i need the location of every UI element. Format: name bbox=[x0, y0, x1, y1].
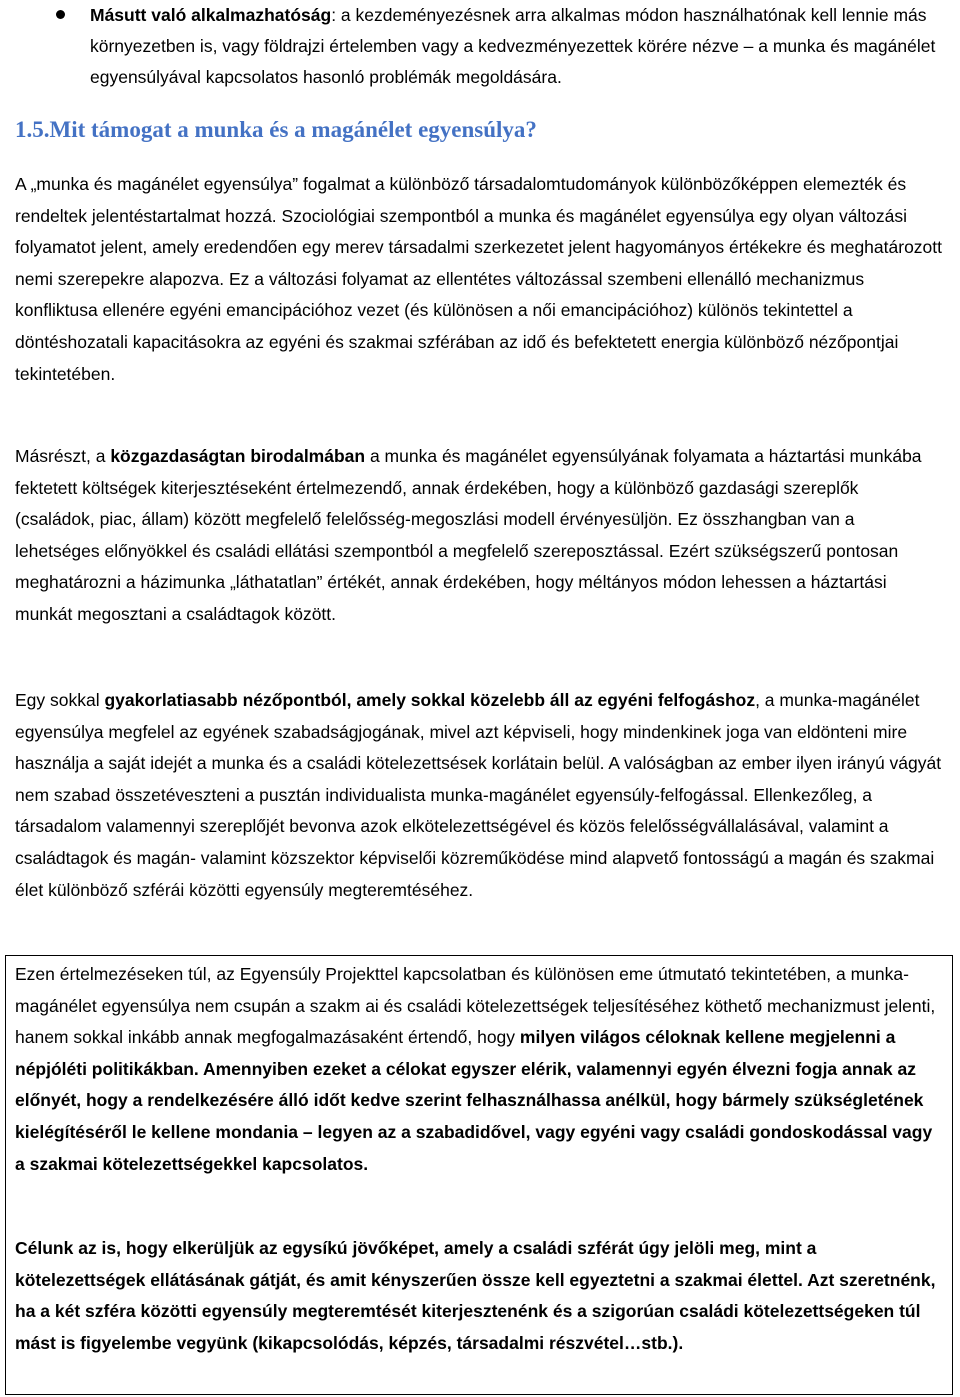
bullet-lead: Másutt való alkalmazhatóság bbox=[90, 5, 332, 25]
box-paragraph-2: Célunk az is, hogy elkerüljük az egysíkú jövőképet, amely a családi szférát úgy jelöli meg, mint a kötelezettségek ellátásának gátját, és amit kényszerűen össze kell egyeztetni a szakmai élettel. Azt szeretnénk, ha a két szféra közötti egyensúly megteremtését kiterjesztenénk és a szigorúan családi kötelezettségeken túl mást is figyelembe vegyünk (kikapcsolódás, képzés, társadalmi részvétel…stb.). bbox=[15, 1238, 936, 1353]
paragraph-practical bbox=[15, 685, 943, 906]
paragraph-sociology: A „munka és magánélet egyensúlya” fogalmat a különböző társadalomtudományok különbözőképpen elemezték és rendeltek jelentéstartalmat hozzá. Szociológiai szempontból a munka és magánélet egyensúlya egy olyan változási folyamatot jelent, amely eredendően egy merev társadalmi szerkezetet jelent hagyományos értékekre és meghatározott nemi szerepekre alapozva. Ez a változási folyamat az ellentétes változással szembeni ellenálló mechanizmus konfliktusa ellenére egyéni emancipációhoz vezet (és különösen a női emancipációhoz) különös tekintettel a döntéshozatali kapacitásokra az egyéni és szakmai szférában az idő és befektetett energia különböző nézőpontjai tekintetében. bbox=[15, 174, 943, 384]
bullet-dot-icon bbox=[56, 10, 65, 19]
paragraph-economics-body: a munka és magánélet egyensúlyának folyamata a háztartási munkába fektetett költségek kiterjesztéseként értelmezendő, annak érdekében, hogy a különböző gazdasági szereplők (családok, piac, állam) között megfelelő felelősség-megoszlási modell érvényesüljön. Ez összhangban van a lehetséges előnyökkel és családi ellátási szempontból a megfelelő szereposztással. Ezért szükségszerű pontosan meghatározni a házimunka „láthatatlan” értékét, annak érdekében, hogy méltányos módon lehessen a háztartási munkát megosztani a családtagok között. bbox=[15, 446, 922, 624]
box-paragraph-1-bold: milyen világos céloknak kellene megjelenni a népjóléti politikákban. Amennyiben ezeket a célokat egyszer elérik, valamennyi egyén élvezni fogja annak az előnyét, hogy a rendelkezésére álló időt kedve szerint felhasználhassa anélkül, hogy bármely szükségletének kielégítéséről le kellene mondania – legyen az a szabadidővel, vagy egyéni vagy családi gondoskodással vagy a szakmai kötelezettségekkel kapcsolatos. bbox=[15, 1027, 933, 1174]
highlight-box bbox=[5, 955, 953, 1395]
box-paragraph-1 bbox=[15, 959, 940, 1180]
bullet-text bbox=[90, 0, 940, 93]
paragraph-practical-body: , a munka-magánélet egyensúlya megfelel az egyének szabadságjogának, mivel azt képviseli, hogy mindenkinek joga van eldönteni mire használja a saját idejét a munka és a családi kötelezettsések korlátain belül. A valóságban az ember ilyen irányú vágyát nem szabad összetéveszteni a pusztán individualista munka-magánélet egyensúly-felfogással. Ellenkezőleg, a társadalom valamennyi szereplőjét bevonva azok elkötelezettségével és közös felelősségvállalásával, valamint a családtagok és magán- valamint közszektor képviselői közreműködése mind alapvető fontosságú a magán és szakmai élet különböző szférái közötti egyensúly megteremtéséhez. bbox=[15, 690, 942, 900]
box-paragraph-1-intro: Ezen értelmezéseken túl, az Egyensúly Projekttel kapcsolatban és különösen eme útmutató tekintetében, a munka-magánélet egyensúlya nem csupán a szakm ai és családi kötelezettségek teljesítéséhez köthető mechanizmust jelenti, hanem sokkal inkább annak megfogalmazásaként értendő, hogy bbox=[15, 964, 936, 1048]
paragraph-practical-bold: gyakorlatiasabb nézőpontból, amely sokkal közelebb áll az egyéni felfogáshoz bbox=[104, 690, 756, 710]
paragraph-economics bbox=[15, 441, 943, 631]
paragraph-economics-bold: közgazdaságtan birodalmában bbox=[110, 446, 366, 466]
paragraph-economics-intro: Másrészt, a bbox=[15, 446, 111, 466]
bullet-body: : a kezdeményezésnek arra alkalmas módon használhatónak kell lennie más környezetben is, vagy földrajzi értelemben vagy a kedvezményezettek körére nézve – a munka és magánélet egyensúlyával kapcsolatos hasonló problémák megoldására. bbox=[90, 5, 936, 87]
section-heading: 1.5.Mit támogat a munka és a magánélet egyensúlya? bbox=[15, 117, 537, 142]
paragraph-practical-intro: Egy sokkal bbox=[15, 690, 105, 710]
